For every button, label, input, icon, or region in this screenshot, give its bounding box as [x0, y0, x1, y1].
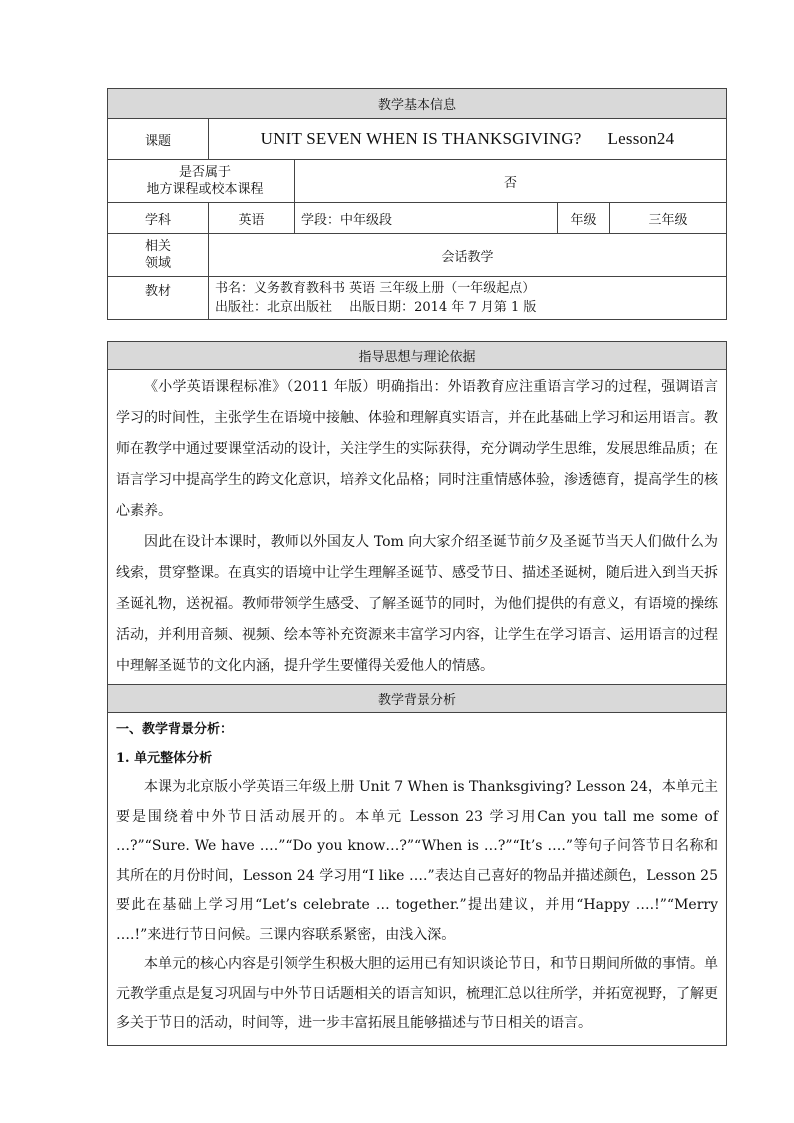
topic-value	[209, 119, 727, 160]
material-label: 教材	[108, 277, 209, 320]
local-course-value: 否	[295, 160, 727, 203]
basic-info-header: 教学基本信息	[108, 89, 727, 119]
field-label-line2: 领域	[144, 256, 171, 271]
guidance-paragraph-1: 《小学英语课程标准》（2011 年版）明确指出：外语教育应注重语言学习的过程，强调语言学习的时间性，主张学生在语境中接触、体验和理解真实语言，并在此基础上学习和运用语言。教师在教学中通过要课堂活动的设计，关注学生的实际获得，充分调动学生思维，发展思维品质；在语言学习中提高学生的跨文化意识，培养文化品格；同时注重情感体验，渗透德育，提高学生的核心素养。	[116, 379, 718, 519]
grade-value: 三年级	[610, 203, 727, 234]
material-line2: 出版社：北京出版社 出版日期：2014 年 7 月第 1 版	[215, 300, 537, 315]
material-line1: 书名：义务教育教科书 英语 三年级上册（一年级起点）	[215, 281, 536, 296]
guidance-table	[107, 341, 727, 1046]
guidance-header: 指导思想与理论依据	[108, 342, 727, 370]
field-label-line1: 相关	[144, 239, 171, 254]
background-header: 教学背景分析	[108, 685, 727, 713]
grade-label: 年级	[558, 203, 610, 234]
guidance-paragraph-2: 因此在设计本课时，教师以外国友人 Tom 向大家介绍圣诞节前夕及圣诞节当天人们做什么为线索，贯穿整课。在真实的语境中让学生理解圣诞节、感受节日、描述圣诞树，随后进入到当天拆圣诞礼物，送祝福。教师带领学生感受、了解圣诞节的同时，为他们提供的有意义，有语境的操练活动，并利用音频、视频、绘本等补充资源来丰富学习内容，让学生在学习语言、运用语言的过程中理解圣诞节的文化内涵，提升学生要懂得关爱他人的情感。	[116, 534, 718, 674]
background-body	[108, 713, 727, 1046]
local-course-label	[108, 160, 295, 203]
guidance-body	[108, 370, 727, 685]
unit-analysis-title: 1. 单元整体分析	[116, 751, 213, 766]
material-value	[209, 277, 727, 320]
stage-value: 学段：中年级段	[295, 203, 558, 234]
local-course-label-line2: 地方课程或校本课程	[146, 182, 264, 197]
background-text	[116, 773, 718, 1039]
field-value: 会话教学	[209, 234, 727, 277]
field-label	[108, 234, 209, 277]
subject-value: 英语	[209, 203, 295, 234]
background-paragraph-2: 本单元的核心内容是引领学生积极大胆的运用已有知识谈论节日，和节日期间所做的事情。单元教学重点是复习巩固与中外节日话题相关的语言知识，梳理汇总以往所学，并拓宽视野，了解更多关于节日的活动，时间等，进一步丰富拓展且能够描述与节日相关的语言。	[116, 956, 718, 1031]
subject-label: 学科	[108, 203, 209, 234]
basic-info-table	[107, 88, 727, 320]
background-section-title: 一、教学背景分析：	[116, 722, 234, 737]
topic-unit: UNIT SEVEN WHEN IS THANKSGIVING?	[260, 129, 582, 148]
background-paragraph-1: 本课为北京版小学英语三年级上册 Unit 7 When is Thanksgiving? Lesson 24，本单元主要是围绕着中外节日活动展开的。本单元 Lesson 23 学习用Can you tall me some of …?”“Sure. We have ….”“Do you know…?”“When is …?”“It’s ….”等句子问答节日名称和其所在的月份时间，Lesson 24 学习用“I like ….”表达自己喜好的物品并描述颜色，Lesson 25 要此在基础上学习用“Let’s celebrate … together.”提出建议，并用“Happy ….!”“Merry ….!”来进行节日问候。三课内容联系紧密，由浅入深。	[116, 779, 718, 943]
topic-label: 课题	[108, 119, 209, 160]
topic-lesson: Lesson24	[607, 129, 675, 148]
local-course-label-line1: 是否属于	[178, 165, 231, 180]
